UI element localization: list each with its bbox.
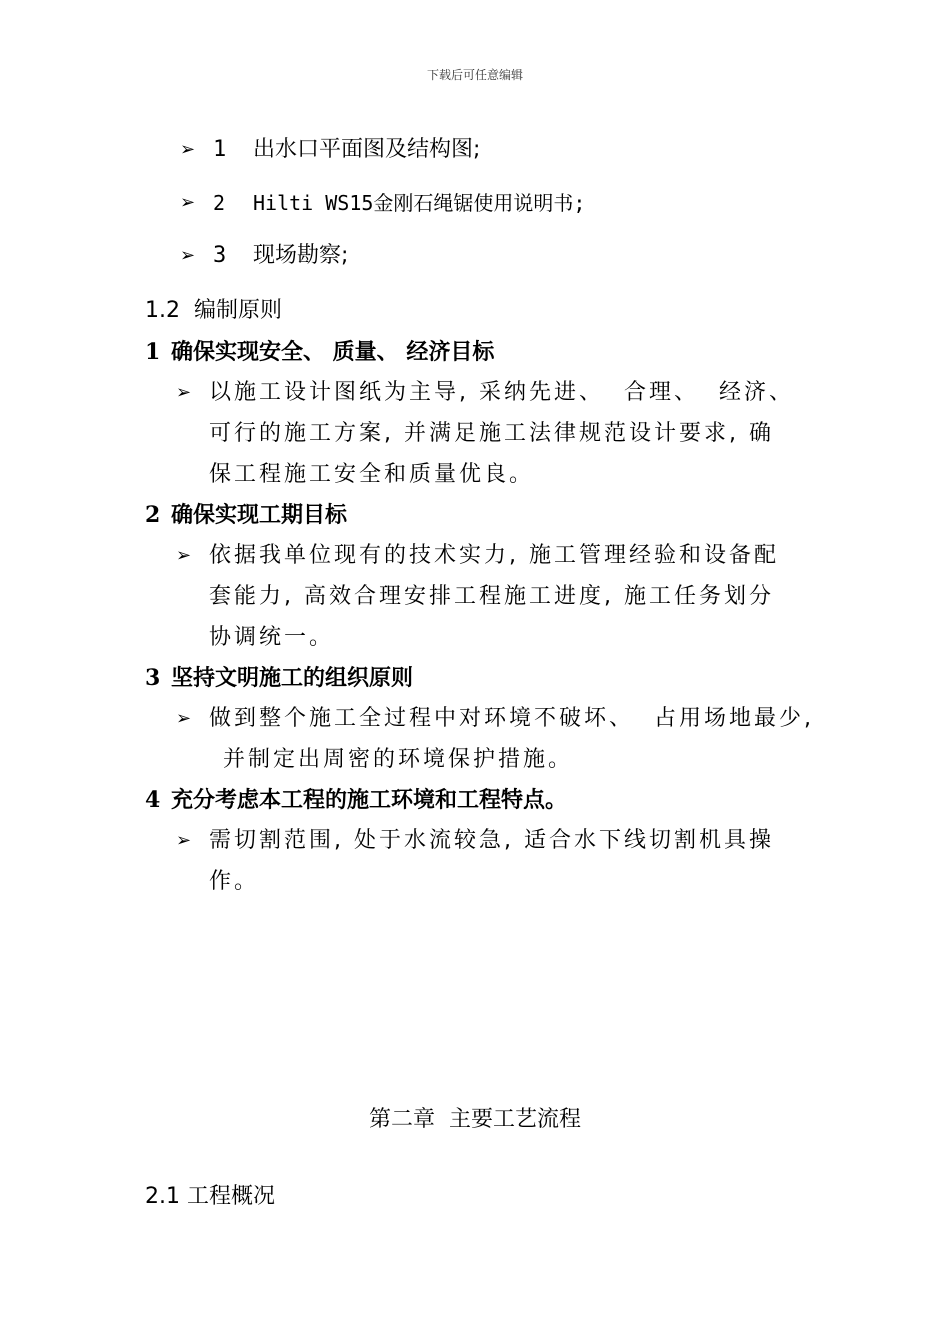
reference-number: 3 <box>213 243 227 268</box>
principle-heading <box>145 500 347 531</box>
principle-text-line: 以施工设计图纸为主导, 采纳先进、 合理、 经济、 <box>209 380 794 405</box>
principle-text-line: 做到整个施工全过程中对环境不破坏、 占用场地最少, <box>209 706 814 731</box>
principle-text-line: 作。 <box>209 869 260 894</box>
bullet-arrow-icon: ➢ <box>180 245 196 266</box>
principle-text-line: 需切割范围, 处于水流较急, 适合水下线切割机具操 <box>209 828 774 853</box>
principle-text-line: 依据我单位现有的技术实力, 施工管理经验和设备配 <box>209 543 779 568</box>
bullet-arrow-icon: ➢ <box>176 830 192 851</box>
principle-number: 1 <box>145 339 161 365</box>
principle-number: 2 <box>145 502 161 528</box>
reference-number: 2 <box>213 191 226 215</box>
bullet-arrow-icon: ➢ <box>176 382 192 403</box>
principle-title: 坚持文明施工的组织原则 <box>171 666 414 691</box>
principle-number: 4 <box>145 787 161 813</box>
reference-text: 现场勘察; <box>253 243 349 268</box>
section-heading-2-1 <box>145 1182 275 1212</box>
principle-text-line: 协调统一。 <box>209 625 335 650</box>
principle-text-line: 保工程施工安全和质量优良。 <box>209 462 535 487</box>
reference-text: 出水口平面图及结构图; <box>253 137 481 162</box>
principle-heading <box>145 663 413 694</box>
principle-heading <box>145 785 567 816</box>
principle-title: 确保实现工期目标 <box>171 503 348 528</box>
bullet-arrow-icon: ➢ <box>176 545 192 566</box>
section-heading-text: 2.1 工程概况 <box>145 1184 275 1209</box>
principle-text-line: 可行的施工方案, 并满足施工法律规范设计要求, 确 <box>209 421 774 446</box>
reference-item <box>213 241 348 271</box>
reference-item <box>213 188 585 218</box>
reference-text: Hilti WS15金刚石绳锯使用说明书; <box>253 191 586 215</box>
reference-number: 1 <box>213 137 227 162</box>
principle-text-line: 并制定出周密的环境保护措施。 <box>223 747 574 772</box>
page-header: 下载后可任意编辑 <box>426 68 523 82</box>
section-heading-1-2: 1.2 编制原则 <box>145 298 282 323</box>
principle-title: 充分考虑本工程的施工环境和工程特点。 <box>171 788 568 813</box>
chapter-title: 第二章 主要工艺流程 <box>369 1107 581 1132</box>
principle-number: 3 <box>145 665 161 691</box>
principle-heading <box>145 337 494 368</box>
principle-text-line: 套能力, 高效合理安排工程施工进度, 施工任务划分 <box>209 584 774 609</box>
reference-item <box>213 135 480 165</box>
bullet-arrow-icon: ➢ <box>180 192 196 213</box>
bullet-arrow-icon: ➢ <box>180 139 196 160</box>
bullet-arrow-icon: ➢ <box>176 708 192 729</box>
principle-title: 确保实现安全、 质量、 经济目标 <box>171 340 495 365</box>
